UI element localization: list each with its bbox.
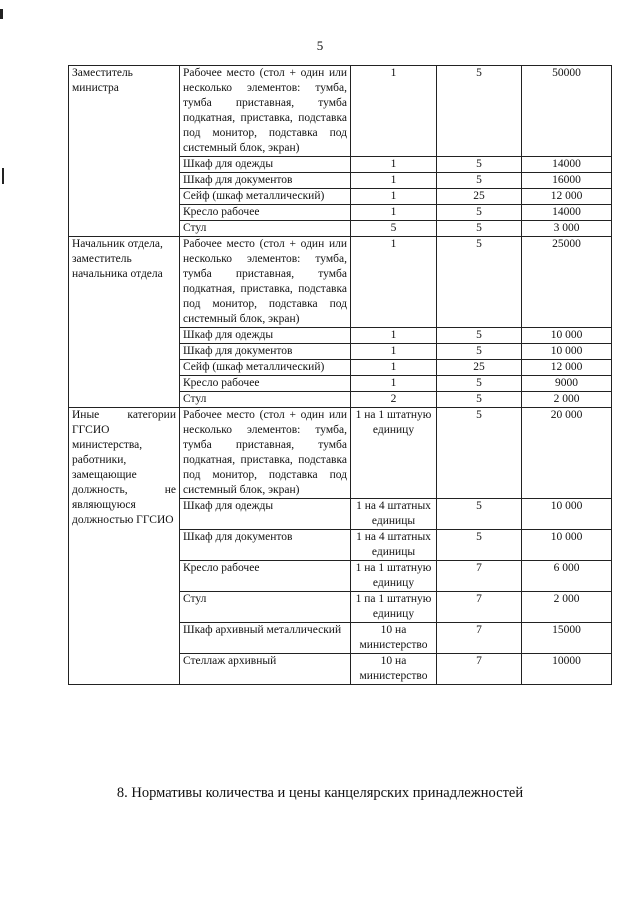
term-cell: 7 [437, 592, 522, 623]
item-cell: Рабочее место (стол + один или несколько элементов: тумба, тумба приставная, тумба подкатная, приставка, подставка под монитор, подставка под системный блок, экран) [180, 408, 351, 499]
term-cell: 5 [437, 392, 522, 408]
term-cell: 5 [437, 530, 522, 561]
category-cell: Иные категории ГГСИО министерства, работники, замещающие должность, не являющуюся должностью ГГСИО [69, 408, 180, 685]
term-cell: 5 [437, 205, 522, 221]
price-cell: 2 000 [522, 592, 612, 623]
item-cell: Шкаф для документов [180, 530, 351, 561]
category-cell: Начальник отдела, заместитель начальника отдела [69, 237, 180, 408]
item-cell: Рабочее место (стол + один или несколько элементов: тумба, тумба приставная, тумба подкатная, приставка, подставка под монитор, подставка под системный блок, экран) [180, 237, 351, 328]
item-cell: Шкаф для одежды [180, 499, 351, 530]
quantity-cell: 1 [351, 157, 437, 173]
table-row [69, 237, 612, 328]
item-cell: Шкаф для одежды [180, 328, 351, 344]
quantity-cell: 1 [351, 328, 437, 344]
price-cell: 3 000 [522, 221, 612, 237]
price-cell: 14000 [522, 205, 612, 221]
quantity-cell: 2 [351, 392, 437, 408]
quantity-cell: 5 [351, 221, 437, 237]
price-cell: 14000 [522, 157, 612, 173]
scan-edge-mark [0, 9, 3, 19]
price-cell: 50000 [522, 66, 612, 157]
page-number: 5 [316, 38, 324, 53]
term-cell: 5 [437, 157, 522, 173]
price-cell: 25000 [522, 237, 612, 328]
price-cell: 10 000 [522, 530, 612, 561]
quantity-cell: 1 на 4 штатных единицы [351, 499, 437, 530]
quantity-cell: 1 [351, 173, 437, 189]
term-cell: 5 [437, 66, 522, 157]
furniture-norms-table [68, 65, 612, 685]
quantity-cell: 1 [351, 205, 437, 221]
price-cell: 10 000 [522, 328, 612, 344]
item-cell: Стул [180, 592, 351, 623]
term-cell: 7 [437, 654, 522, 685]
price-cell: 20 000 [522, 408, 612, 499]
item-cell: Стул [180, 221, 351, 237]
quantity-cell: 1 на 1 штатную единицу [351, 561, 437, 592]
term-cell: 5 [437, 221, 522, 237]
item-cell: Кресло рабочее [180, 376, 351, 392]
item-cell: Сейф (шкаф металлический) [180, 189, 351, 205]
price-cell: 2 000 [522, 392, 612, 408]
quantity-cell: 1 [351, 237, 437, 328]
item-cell: Кресло рабочее [180, 561, 351, 592]
section-heading: 8. Нормативы количества и цены канцелярских принадлежностей [116, 785, 524, 801]
quantity-cell: 10 на министерство [351, 654, 437, 685]
item-cell: Шкаф для документов [180, 344, 351, 360]
term-cell: 5 [437, 408, 522, 499]
term-cell: 5 [437, 499, 522, 530]
term-cell: 25 [437, 189, 522, 205]
category-cell: Заместитель министра [69, 66, 180, 237]
table-row [69, 408, 612, 499]
quantity-cell: 1 [351, 360, 437, 376]
quantity-cell: 1 па 1 штатную единицу [351, 592, 437, 623]
term-cell: 5 [437, 344, 522, 360]
quantity-cell: 1 на 1 штатную единицу [351, 408, 437, 499]
price-cell: 15000 [522, 623, 612, 654]
quantity-cell: 10 на министерство [351, 623, 437, 654]
item-cell: Сейф (шкаф металлический) [180, 360, 351, 376]
price-cell: 6 000 [522, 561, 612, 592]
item-cell: Шкаф для одежды [180, 157, 351, 173]
quantity-cell: 1 [351, 376, 437, 392]
term-cell: 7 [437, 561, 522, 592]
price-cell: 9000 [522, 376, 612, 392]
term-cell: 25 [437, 360, 522, 376]
item-cell: Шкаф для документов [180, 173, 351, 189]
item-cell: Шкаф архивный металлический [180, 623, 351, 654]
table-row [69, 66, 612, 157]
item-cell: Стеллаж архивный [180, 654, 351, 685]
price-cell: 16000 [522, 173, 612, 189]
item-cell: Стул [180, 392, 351, 408]
term-cell: 7 [437, 623, 522, 654]
quantity-cell: 1 на 4 штатных единицы [351, 530, 437, 561]
term-cell: 5 [437, 328, 522, 344]
quantity-cell: 1 [351, 189, 437, 205]
quantity-cell: 1 [351, 344, 437, 360]
item-cell: Кресло рабочее [180, 205, 351, 221]
price-cell: 10 000 [522, 499, 612, 530]
item-cell: Рабочее место (стол + один или несколько элементов: тумба, тумба приставная, тумба подкатная, приставка, подставка под монитор, подставка под системный блок, экран) [180, 66, 351, 157]
price-cell: 10000 [522, 654, 612, 685]
scan-edge-mark [2, 168, 4, 184]
price-cell: 12 000 [522, 189, 612, 205]
price-cell: 12 000 [522, 360, 612, 376]
term-cell: 5 [437, 173, 522, 189]
term-cell: 5 [437, 376, 522, 392]
price-cell: 10 000 [522, 344, 612, 360]
quantity-cell: 1 [351, 66, 437, 157]
term-cell: 5 [437, 237, 522, 328]
